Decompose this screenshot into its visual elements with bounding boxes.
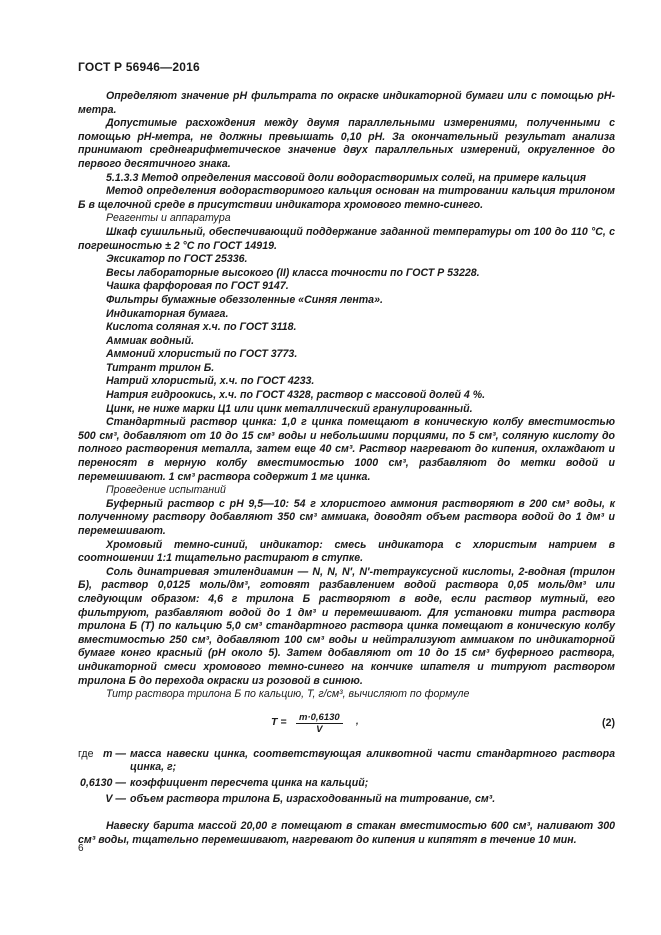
paragraph-trilon: Соль динатриевая этилендиамин — N, N, N′, N′-тетрауксусной кислоты, 2-водная (трилон Б), раствор 0,0125 моль/дм³, готовят разбавлением водой раствора 0,05 моль/дм³ или следующим образом: 4,6 г трилона Б растворяют в воде, если раствор мутный, его фильтруют, разбавляют водой до 1 дм³ и перемешивают. Для установки титра раствора трилона Б (T) по кальцию 5,0 см³ стандартного раствора цинка помещают в коническую колбу вместимостью 250 см³, добавляют 100 см³ воды и нейтрализуют аммиаком по индикаторной бумаге конго красный (pH около 5). Затем добавляют от 10 до 15 см³ буферного раствора, индикаторной смеси хромового темно-синего на кончике шпателя и титруют раствором трилона Б до перехода окраски из розовой в синюю. (78, 565, 615, 687)
paragraph-indicator: Хромовый темно-синий, индикатор: смесь индикатора с хлористым натрием в соотношении 1:1 тщательно растирают в ступке. (78, 538, 615, 565)
formula-fraction (271, 711, 359, 735)
where-row-m (78, 748, 615, 775)
reagent-scales: Весы лабораторные высокого (II) класса точности по ГОСТ Р 53228. (106, 266, 480, 279)
where-lead: где (78, 747, 94, 760)
document-header: ГОСТ Р 56946—2016 (78, 60, 200, 74)
reagent-ammonia: Аммиак водный. (106, 334, 195, 347)
paragraph-buffer: Буферный раствор с pH 9,5—10: 54 г хлористого аммония растворяют в 200 см³ воды, к полученному раствору добавляют 350 см³ аммиака, доводят объем раствора водой до 1 дм³ и перемешивают. (78, 497, 615, 537)
reagent-titrant: Титрант трилон Б. (106, 361, 215, 374)
reagent-oven: Шкаф сушильный, обеспечивающий поддержание заданной температуры от 100 до 110 °C, с погрешностью ± 2 °C по ГОСТ 14919. (78, 225, 615, 252)
where-symbol-v: V — (105, 792, 126, 805)
where-symbol-m: m — (103, 747, 126, 760)
reagent-desiccator: Эксикатор по ГОСТ 25336. (106, 253, 248, 266)
formula-number: (2) (602, 716, 615, 729)
where-block (78, 748, 615, 806)
where-row-coef (78, 777, 615, 791)
where-desc-m: масса навески цинка, соответствующая аликвотной части стандартного раствора цинка, г; (130, 747, 615, 774)
reagent-ammonium-chloride: Аммоний хлористый по ГОСТ 3773. (106, 348, 298, 361)
paragraph-titre-intro: Титр раствора трилона Б по кальцию, T, г/см³, вычисляют по формуле (106, 688, 470, 701)
subheading-procedure: Проведение испытаний (106, 484, 226, 497)
subheading-reagents: Реагенты и аппаратура (106, 212, 231, 225)
paragraph-method: Метод определения водорастворимого кальция основан на титровании кальция трилоном Б в щелочной среде в присутствии индикатора хромового темно-синего. (78, 185, 615, 211)
page-number: 6 (78, 843, 84, 854)
formula-2 (78, 708, 615, 744)
page-body (78, 90, 615, 847)
paragraph-tolerance: Допустимые расхождения между двумя параллельными измерениями, полученными с помощью pH-метра, не должны превышать 0,10 pH. За окончательный результат анализа принимают среднеарифметическое значение двух параллельных измерений, округленное до первого десятичного знака. (78, 117, 615, 170)
where-row-v (78, 793, 615, 807)
paragraph-zinc-standard: Стандартный раствор цинка: 1,0 г цинка помещают в коническую колбу вместимостью 500 см³, добавляют от 10 до 15 см³ воды и небольшими порциями, по 5 см³, соляную кислоту до полного растворения металла, затем еще 40 см³. Раствор нагревают до кипения, охлаждают и переносят в мерную колбу вместимостью 1000 см³, разбавляют до метки водой и перемешивают. 1 см³ раствора содержит 1 мг цинка. (78, 416, 615, 483)
paragraph-barite: Навеску барита массой 20,00 г помещают в стакан вместимостью 600 см³, наливают 300 см³ воды, тщательно перемешивают, нагревают до кипения и кипятят в течение 10 мин. (78, 820, 615, 846)
where-desc-v: объем раствора трилона Б, израсходованный на титрование, см³. (130, 792, 496, 805)
reagent-naoh: Натрия гидроокись, х.ч. по ГОСТ 4328, раствор с массовой долей 4 %. (106, 389, 486, 402)
reagent-zinc: Цинк, не ниже марки Ц1 или цинк металлический гранулированный. (106, 402, 473, 415)
reagent-filters: Фильтры бумажные обеззоленные «Синяя лента». (106, 293, 383, 306)
formula-denominator: V (316, 723, 323, 735)
formula-numerator: m·0,6130 (296, 712, 343, 724)
reagent-sodium-chloride: Натрий хлористый, х.ч. по ГОСТ 4233. (106, 375, 315, 388)
section-heading-5-1-3-3: 5.1.3.3 Метод определения массовой доли водорастворимых солей, на примере кальция (106, 171, 586, 184)
where-desc-coef: коэффициент пересчета цинка на кальций; (130, 776, 369, 789)
reagent-dish: Чашка фарфоровая по ГОСТ 9147. (106, 280, 289, 293)
paragraph-ph-determination: Определяют значение pH фильтрата по окраске индикаторной бумаги или с помощью pH-метра. (78, 90, 615, 116)
reagent-hcl: Кислота соляная х.ч. по ГОСТ 3118. (106, 321, 297, 334)
formula-comma: , (356, 715, 359, 727)
reagent-indicator-paper: Индикаторная бумага. (106, 307, 229, 320)
where-symbol-coef: 0,6130 — (80, 776, 126, 789)
formula-lhs: T = (271, 715, 287, 728)
